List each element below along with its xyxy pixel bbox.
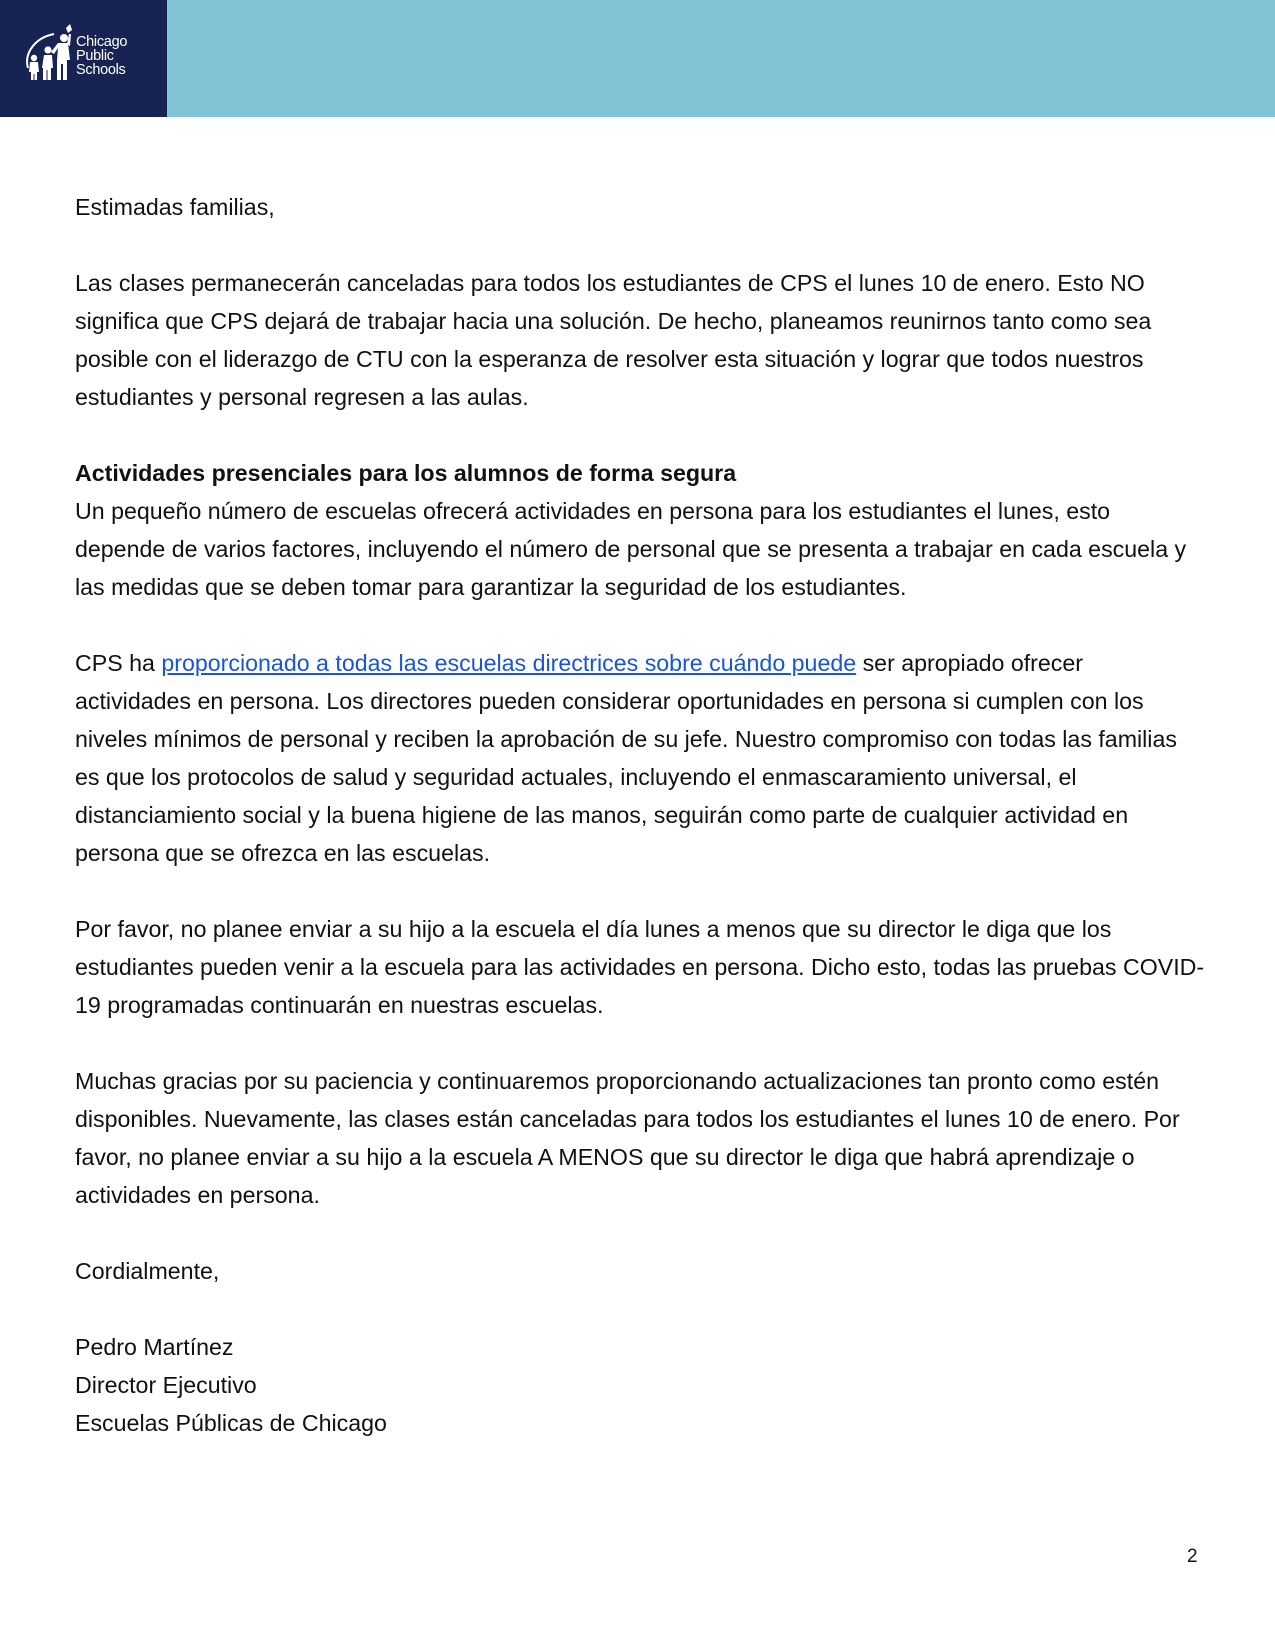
logo-line-public: Public xyxy=(76,48,114,64)
section-heading: Actividades presenciales para los alumnos de forma segura xyxy=(75,460,737,486)
paragraph-in-person-activities: Un pequeño número de escuelas ofrecerá actividades en persona para los estudiantes el lunes, esto depende de varios factores, incluyendo el número de personal que se presenta a trabajar en cada escuela y las medidas que se deben tomar para garantizar la seguridad de los estudiantes. xyxy=(75,498,1187,600)
guidelines-link[interactable]: proporcionado a todas las escuelas directrices sobre cuándo puede xyxy=(161,650,857,676)
greeting: Estimadas familias, xyxy=(75,194,275,220)
paragraph-guidelines-intro: CPS ha xyxy=(75,650,162,676)
signature-title: Director Ejecutivo xyxy=(75,1372,257,1398)
closing: Cordialmente, xyxy=(75,1258,220,1284)
logo-line-schools: Schools xyxy=(76,62,126,78)
paragraph-do-not-send: Por favor, no planee enviar a su hijo a la escuela el día lunes a menos que su director le diga que los estudiantes pueden venir a la escuela para las actividades en persona. Dicho esto, todas las pruebas COVID-19 programadas continuarán en nuestras escuelas. xyxy=(75,916,1205,1018)
page-number: 2 xyxy=(1187,1546,1198,1567)
paragraph-guidelines-rest: ser apropiado ofrecer actividades en persona. Los directores pueden considerar oportunidades en persona si cumplen con los niveles mínimos de personal y reciben la aprobación de su jefe. Nuestro compromiso con todas las familias es que los protocolos de salud y seguridad actuales, incluyendo el enmascaramiento universal, el distanciamiento social y la buena higiene de las manos, seguirán como parte de cualquier actividad en persona que se ofrezca en las escuelas. xyxy=(75,650,1177,866)
cps-logo xyxy=(0,0,167,117)
letter-body xyxy=(75,188,1205,1442)
paragraph-guidelines xyxy=(75,644,1205,872)
logo-line-chicago: Chicago xyxy=(76,34,128,50)
signature-name: Pedro Martínez xyxy=(75,1334,234,1360)
paragraph-cancellation: Las clases permanecerán canceladas para todos los estudiantes de CPS el lunes 10 de enero. Esto NO significa que CPS dejará de trabajar hacia una solución. De hecho, planeamos reunirnos tanto como sea posible con el liderazgo de CTU con la esperanza de resolver esta situación y lograr que todos nuestros estudiantes y personal regresen a las aulas. xyxy=(75,270,1152,410)
logo-wordmark xyxy=(76,35,127,77)
page-header xyxy=(0,0,1275,117)
signature-block xyxy=(75,1328,1205,1442)
paragraph-thanks: Muchas gracias por su paciencia y continuaremos proporcionando actualizaciones tan pronto como estén disponibles. Nuevamente, las clases están canceladas para todos los estudiantes el lunes 10 de enero. Por favor, no planee enviar a su hijo a la escuela A MENOS que su director le diga que habrá aprendizaje o actividades en persona. xyxy=(75,1068,1180,1208)
signature-org: Escuelas Públicas de Chicago xyxy=(75,1410,387,1436)
students-silhouette-icon xyxy=(20,24,82,86)
